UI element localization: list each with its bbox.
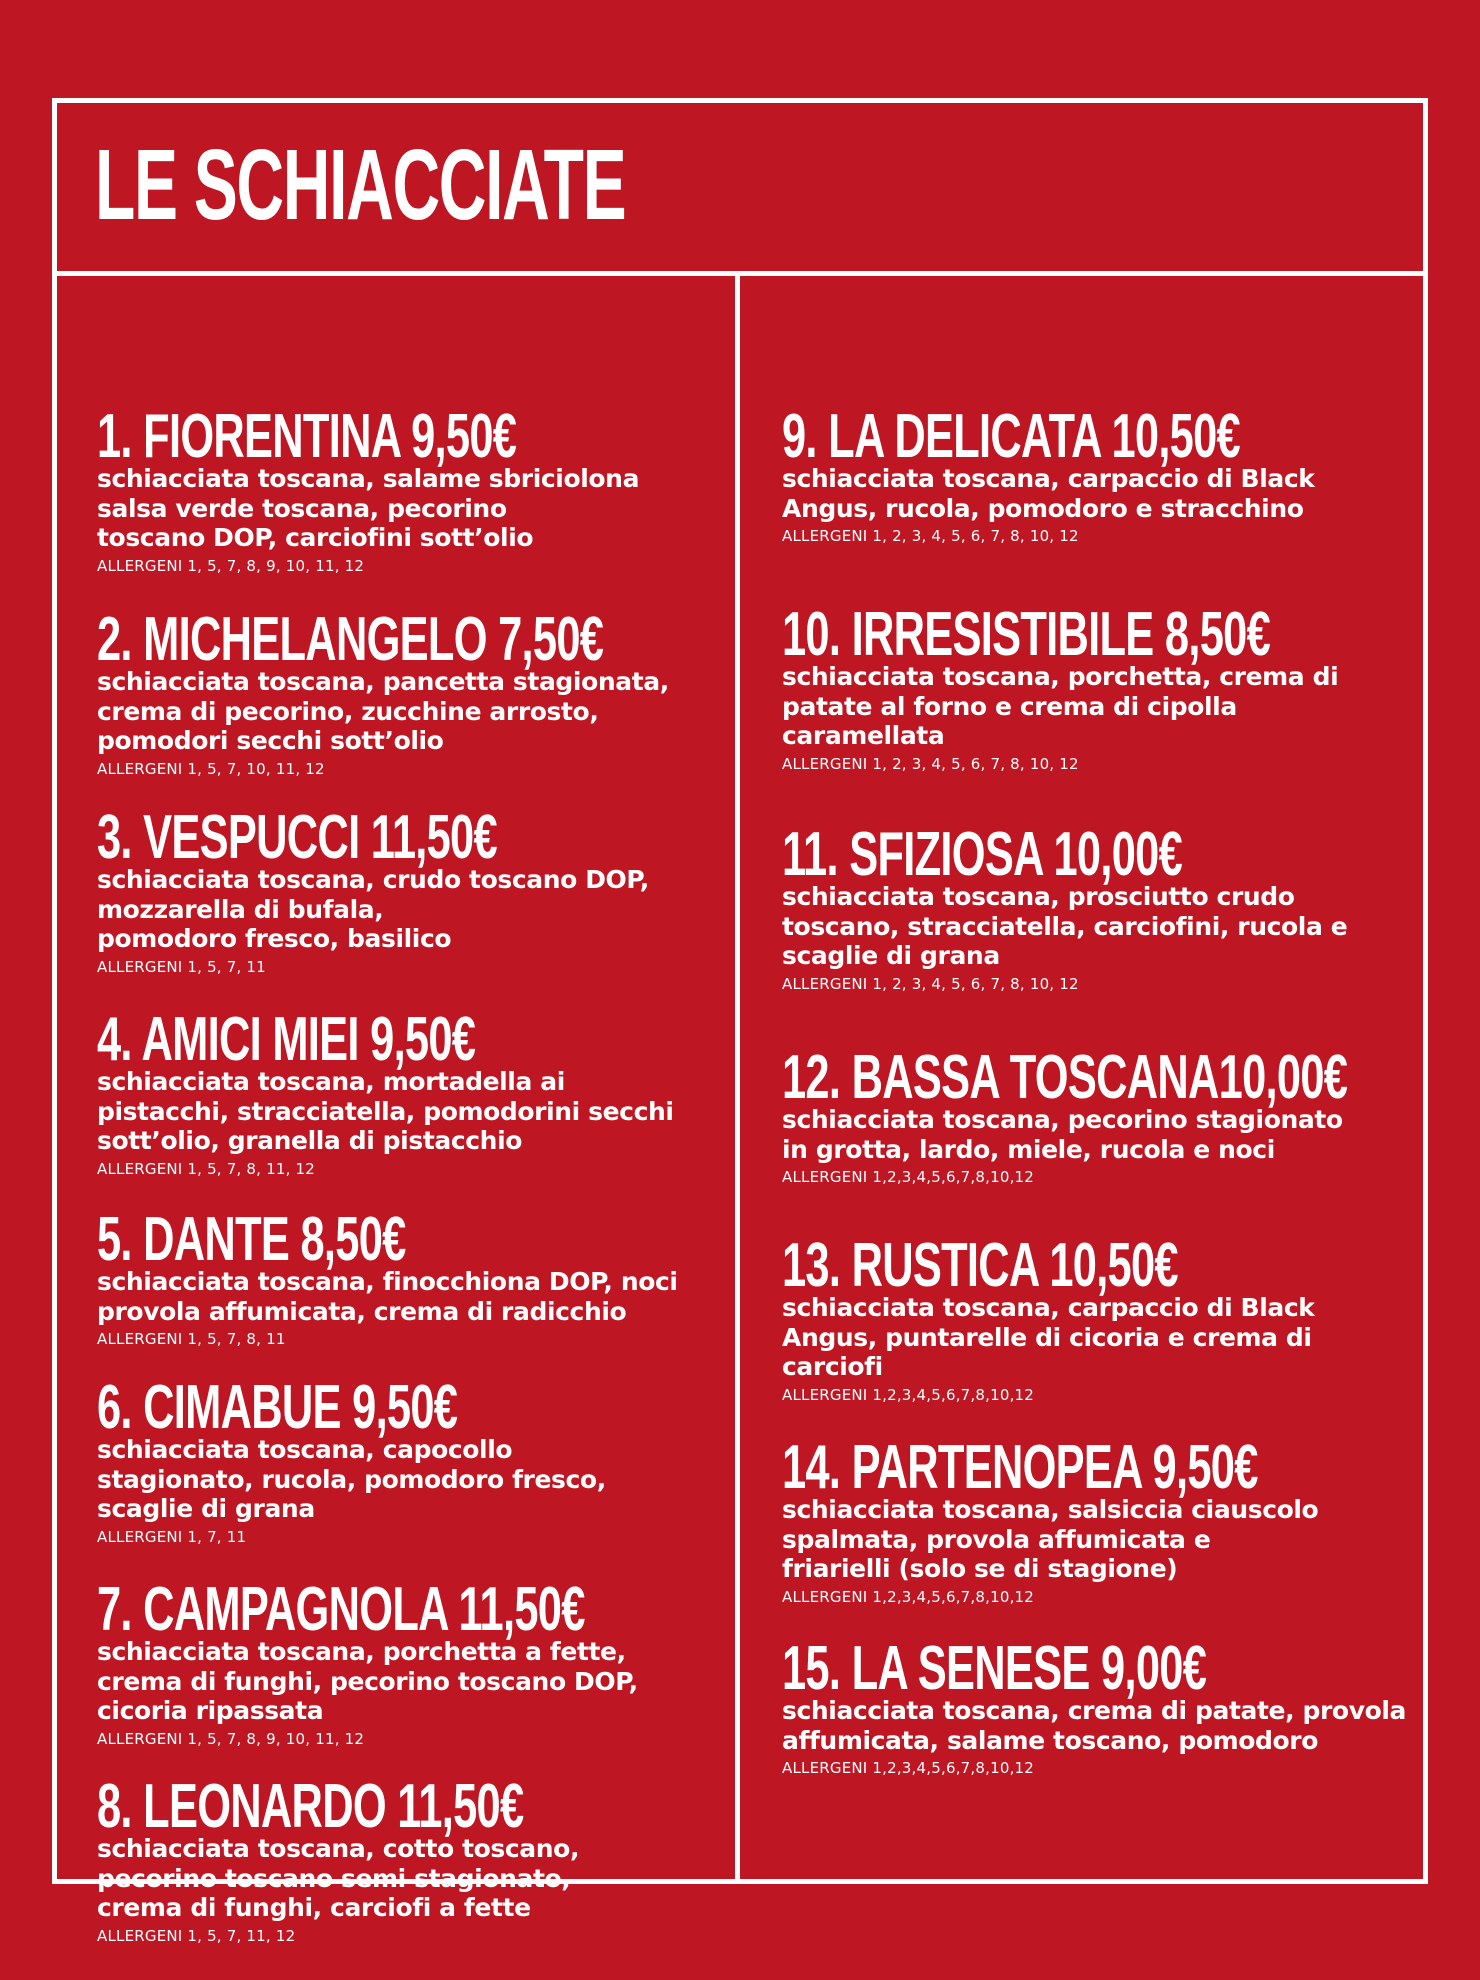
item-allergens: ALLERGENI 1, 5, 7, 8, 11, 12	[97, 1159, 316, 1178]
menu-item	[782, 402, 1432, 546]
menu-header	[57, 103, 1423, 276]
item-title: 2. MICHELANGELO 7,50€	[97, 605, 604, 674]
item-description: schiacciata toscana, pancetta stagionata, crema di pecorino, zucchine arrosto, pomodori secchi sott’olio	[97, 667, 669, 755]
menu-item	[97, 803, 727, 977]
item-allergens: ALLERGENI 1, 5, 7, 8, 11	[97, 1330, 286, 1348]
page-title: LE SCHIACCIATE	[95, 129, 626, 241]
item-title: 1. FIORENTINA 9,50€	[97, 402, 517, 471]
item-title: 6. CIMABUE 9,50€	[97, 1373, 458, 1442]
menu-item	[97, 1373, 727, 1547]
item-allergens: ALLERGENI 1, 5, 7, 11	[97, 957, 266, 976]
item-title: 13. RUSTICA 10,50€	[782, 1231, 1178, 1300]
item-description: schiacciata toscana, finocchiona DOP, noci provola affumicata, crema di radicchio	[97, 1267, 678, 1326]
item-title: 8. LEONARDO 11,50€	[97, 1772, 524, 1841]
item-description: schiacciata toscana, mortadella ai pistacchi, stracciatella, pomodorini secchi sott’olio, granella di pistacchio	[97, 1067, 674, 1155]
item-description: schiacciata toscana, carpaccio di Black Angus, rucola, pomodoro e stracchino	[782, 464, 1315, 523]
menu-item	[782, 820, 1432, 994]
item-allergens: ALLERGENI 1, 5, 7, 10, 11, 12	[97, 759, 325, 778]
menu-item	[782, 1043, 1432, 1187]
item-allergens: ALLERGENI 1, 5, 7, 8, 9, 10, 11, 12	[97, 1729, 365, 1748]
item-description: schiacciata toscana, porchetta, crema di patate al forno e crema di cipolla caramellata	[782, 662, 1339, 750]
item-description: schiacciata toscana, crema di patate, provola affumicata, salame toscano, pomodoro	[782, 1696, 1407, 1755]
menu-item	[97, 1772, 727, 1946]
item-title: 4. AMICI MIEI 9,50€	[97, 1005, 476, 1074]
item-allergens: ALLERGENI 1, 2, 3, 4, 5, 6, 7, 8, 10, 12	[782, 974, 1079, 993]
item-title: 9. LA DELICATA 10,50€	[782, 402, 1240, 471]
item-allergens: ALLERGENI 1, 7, 11	[97, 1527, 247, 1546]
menu-item	[97, 1205, 727, 1349]
item-description: schiacciata toscana, salsiccia ciauscolo spalmata, provola affumicata e friarielli (solo se di stagione)	[782, 1495, 1319, 1583]
menu-item	[782, 1433, 1432, 1607]
item-title: 12. BASSA TOSCANA10,00€	[782, 1043, 1348, 1112]
item-allergens: ALLERGENI 1,2,3,4,5,6,7,8,10,12	[782, 1385, 1035, 1404]
item-description: schiacciata toscana, cotto toscano, pecorino toscano semi stagionato, crema di funghi, carciofi a fette	[97, 1834, 580, 1922]
menu-item	[97, 1575, 727, 1749]
menu-item	[782, 1231, 1432, 1405]
item-title: 11. SFIZIOSA 10,00€	[782, 820, 1183, 889]
menu-item	[782, 600, 1432, 774]
item-allergens: ALLERGENI 1, 5, 7, 11, 12	[97, 1926, 296, 1945]
item-description: schiacciata toscana, crudo toscano DOP, mozzarella di bufala, pomodoro fresco, basilico	[97, 865, 649, 953]
item-title: 15. LA SENESE 9,00€	[782, 1634, 1207, 1703]
item-allergens: ALLERGENI 1, 5, 7, 8, 9, 10, 11, 12	[97, 556, 365, 575]
column-divider	[735, 271, 740, 1879]
item-title: 10. IRRESISTIBILE 8,50€	[782, 600, 1271, 669]
item-allergens: ALLERGENI 1,2,3,4,5,6,7,8,10,12	[782, 1587, 1035, 1606]
item-title: 3. VESPUCCI 11,50€	[97, 803, 497, 872]
item-description: schiacciata toscana, capocollo stagionato, rucola, pomodoro fresco, scaglie di grana	[97, 1435, 606, 1523]
menu-frame	[52, 98, 1428, 1945]
menu-item	[97, 1005, 727, 1179]
menu-item	[97, 605, 727, 779]
item-allergens: ALLERGENI 1, 2, 3, 4, 5, 6, 7, 8, 10, 12	[782, 527, 1079, 545]
item-description: schiacciata toscana, pecorino stagionato in grotta, lardo, miele, rucola e noci	[782, 1105, 1343, 1164]
menu-item	[97, 402, 727, 576]
item-description: schiacciata toscana, porchetta a fette, crema di funghi, pecorino toscano DOP, cicoria ripassata	[97, 1637, 638, 1725]
item-description: schiacciata toscana, salame sbriciolona salsa verde toscana, pecorino toscano DOP, carciofini sott’olio	[97, 464, 640, 552]
item-description: schiacciata toscana, prosciutto crudo toscano, stracciatella, carciofini, rucola e scaglie di grana	[782, 882, 1348, 970]
menu-item	[782, 1634, 1432, 1778]
item-title: 7. CAMPAGNOLA 11,50€	[97, 1575, 585, 1644]
item-title: 14. PARTENOPEA 9,50€	[782, 1433, 1258, 1502]
item-title: 5. DANTE 8,50€	[97, 1205, 406, 1274]
item-description: schiacciata toscana, carpaccio di Black Angus, puntarelle di cicoria e crema di carciofi	[782, 1293, 1315, 1381]
item-allergens: ALLERGENI 1,2,3,4,5,6,7,8,10,12	[782, 1759, 1035, 1777]
item-allergens: ALLERGENI 1,2,3,4,5,6,7,8,10,12	[782, 1168, 1035, 1186]
item-allergens: ALLERGENI 1, 2, 3, 4, 5, 6, 7, 8, 10, 12	[782, 754, 1079, 773]
